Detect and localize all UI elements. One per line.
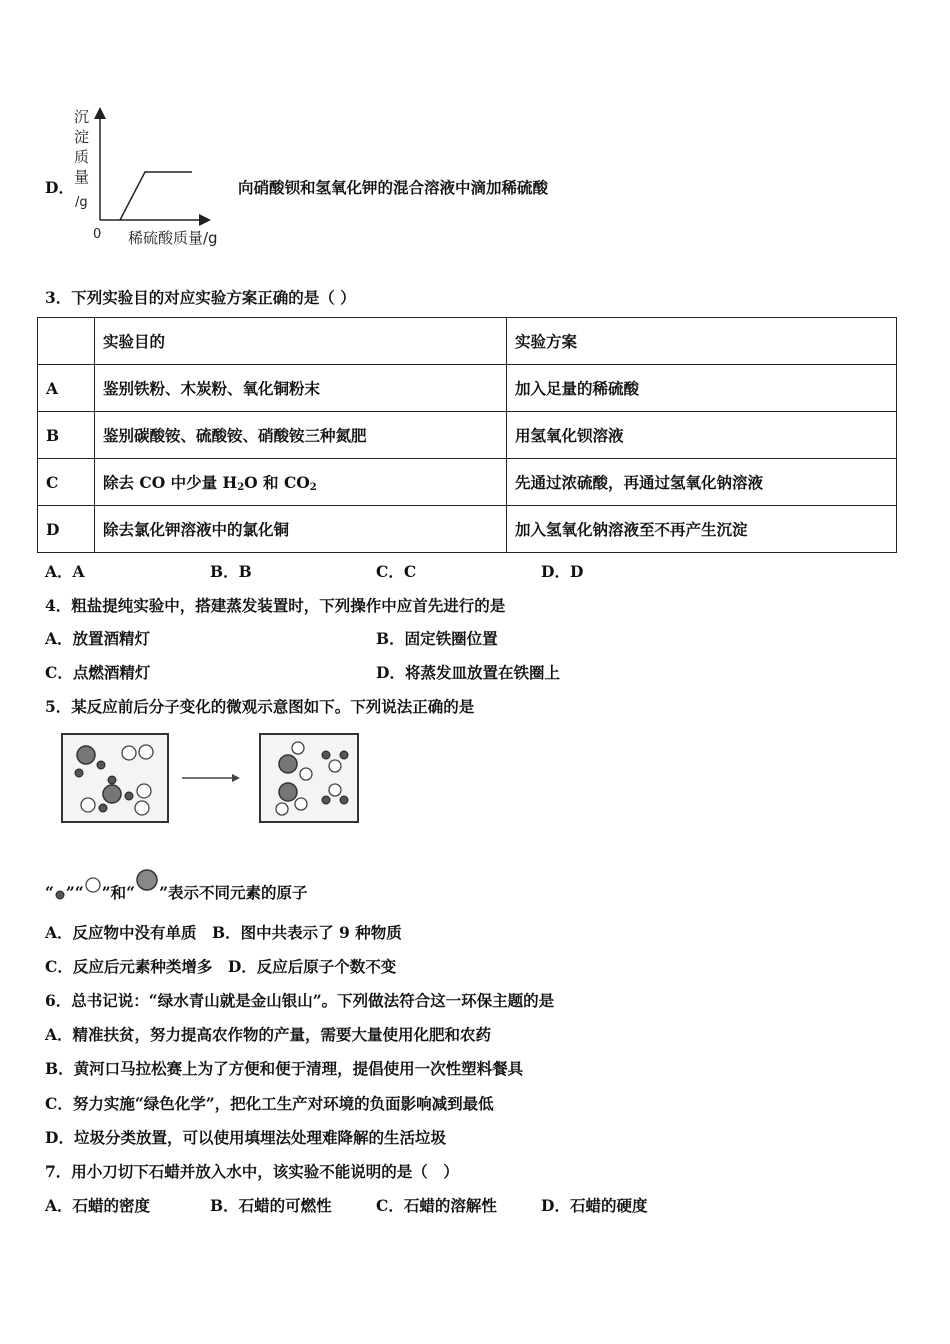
small-atom [322, 796, 330, 804]
large-atom [279, 755, 297, 773]
row-goal: 除去 CO 中少量 $H_2O$ 和 $CO_2$ [95, 459, 507, 506]
graph-ylabel-1: 淀 [74, 128, 90, 146]
large-atom [77, 746, 95, 764]
graph-line [120, 172, 192, 220]
graph-origin: 0 [93, 227, 102, 242]
row-plan: 用氢氧化钡溶液 [507, 412, 897, 459]
q4-stem: 4．粗盐提纯实验中，搭建蒸发装置时，下列操作中应首先进行的是 [45, 596, 506, 615]
medium-atom [329, 784, 341, 796]
graph-xlabel: 稀硫酸质量/g [128, 229, 218, 247]
large-atom-icon [135, 868, 159, 892]
q7-option-c[interactable]: C．石蜡的溶解性 [376, 1196, 497, 1215]
graph-ylabel-3: 量 [74, 168, 90, 186]
row-label: B [38, 412, 95, 459]
q3-option-a[interactable]: A．A [45, 562, 85, 581]
medium-atom [292, 742, 304, 754]
q4-option-c[interactable]: C．点燃酒精灯 [45, 663, 151, 682]
q3-table [37, 317, 897, 553]
graph-yunit: /g [75, 195, 88, 210]
table-header-row [38, 318, 897, 365]
q5-stem: 5．某反应前后分子变化的微观示意图如下。下列说法正确的是 [45, 697, 475, 716]
q7-stem: 7．用小刀切下石蜡并放入水中，该实验不能说明的是（ ） [45, 1162, 459, 1181]
q6-option-a[interactable]: A．精准扶贫，努力提高农作物的产量，需要大量使用化肥和农药 [45, 1025, 492, 1044]
row-label: C [38, 459, 95, 506]
q3-stem: 3．下列实验目的对应实验方案正确的是（ ） [45, 288, 356, 307]
q5-molecule-diagram [50, 728, 370, 828]
q5-options-line1: A．反应物中没有单质 B．图中共表示了 9 种物质 [45, 923, 402, 942]
header-goal: 实验目的 [95, 318, 507, 365]
small-atom [322, 751, 330, 759]
q4-option-a[interactable]: A．放置酒精灯 [45, 629, 151, 648]
table-row [38, 459, 897, 506]
medium-atom [139, 745, 153, 759]
medium-atom-icon [84, 876, 102, 894]
q6-option-b[interactable]: B．黄河口马拉松赛上为了方便和便于清理，提倡使用一次性塑料餐具 [45, 1059, 524, 1078]
medium-atom [122, 746, 136, 760]
q7-option-a[interactable]: A．石蜡的密度 [45, 1196, 151, 1215]
small-atom [340, 751, 348, 759]
q3-option-c[interactable]: C．C [376, 562, 417, 581]
graph-ylabel-2: 质 [74, 148, 90, 166]
row-goal: 除去氯化钾溶液中的氯化铜 [95, 506, 507, 553]
table-row [38, 506, 897, 553]
table-row [38, 365, 897, 412]
q5-legend: “ ”“ ”和“ ”表示不同元素的原子 [45, 868, 308, 903]
q7-option-d[interactable]: D．石蜡的硬度 [541, 1196, 648, 1215]
row-label: A [38, 365, 95, 412]
row-goal: 鉴别碳酸铵、硫酸铵、硝酸铵三种氮肥 [95, 412, 507, 459]
medium-atom [329, 760, 341, 772]
q4-option-d[interactable]: D．将蒸发皿放置在铁圈上 [376, 663, 560, 682]
q6-stem: 6．总书记说：“绿水青山就是金山银山”。下列做法符合这一环保主题的是 [45, 991, 555, 1010]
q3-option-b[interactable]: B．B [210, 562, 252, 581]
q6-option-d[interactable]: D．垃圾分类放置，可以使用填埋法处理难降解的生活垃圾 [45, 1128, 446, 1147]
q2-option-d-label: D． [45, 178, 74, 197]
row-label: D [38, 506, 95, 553]
large-atom [103, 785, 121, 803]
small-atom [125, 792, 133, 800]
small-atom [97, 761, 105, 769]
header-plan: 实验方案 [507, 318, 897, 365]
small-atom [99, 804, 107, 812]
q7-option-b[interactable]: B．石蜡的可燃性 [210, 1196, 332, 1215]
small-atom [75, 769, 83, 777]
row-plan: 先通过浓硫酸，再通过氢氧化钠溶液 [507, 459, 897, 506]
small-atom [340, 796, 348, 804]
q6-option-c[interactable]: C．努力实施“绿色化学”，把化工生产对环境的负面影响减到最低 [45, 1094, 494, 1113]
table-row [38, 412, 897, 459]
row-goal: 鉴别铁粉、木炭粉、氧化铜粉末 [95, 365, 507, 412]
row-plan: 加入足量的稀硫酸 [507, 365, 897, 412]
row-plan: 加入氢氧化钠溶液至不再产生沉淀 [507, 506, 897, 553]
small-atom-icon [54, 889, 66, 901]
q5-options-line2: C．反应后元素种类增多 D．反应后原子个数不变 [45, 957, 397, 976]
medium-atom [135, 801, 149, 815]
large-atom [279, 783, 297, 801]
graph-ylabel-0: 沉 [74, 108, 90, 126]
medium-atom [137, 784, 151, 798]
q4-option-b[interactable]: B．固定铁圈位置 [376, 629, 498, 648]
q2-option-d-text: 向硝酸钡和氢氧化钾的混合溶液中滴加稀硫酸 [238, 178, 549, 197]
medium-atom [295, 798, 307, 810]
medium-atom [81, 798, 95, 812]
medium-atom [300, 768, 312, 780]
q2-graph [60, 100, 240, 250]
q3-option-d[interactable]: D．D [541, 562, 584, 581]
medium-atom [276, 803, 288, 815]
small-atom [108, 776, 116, 784]
